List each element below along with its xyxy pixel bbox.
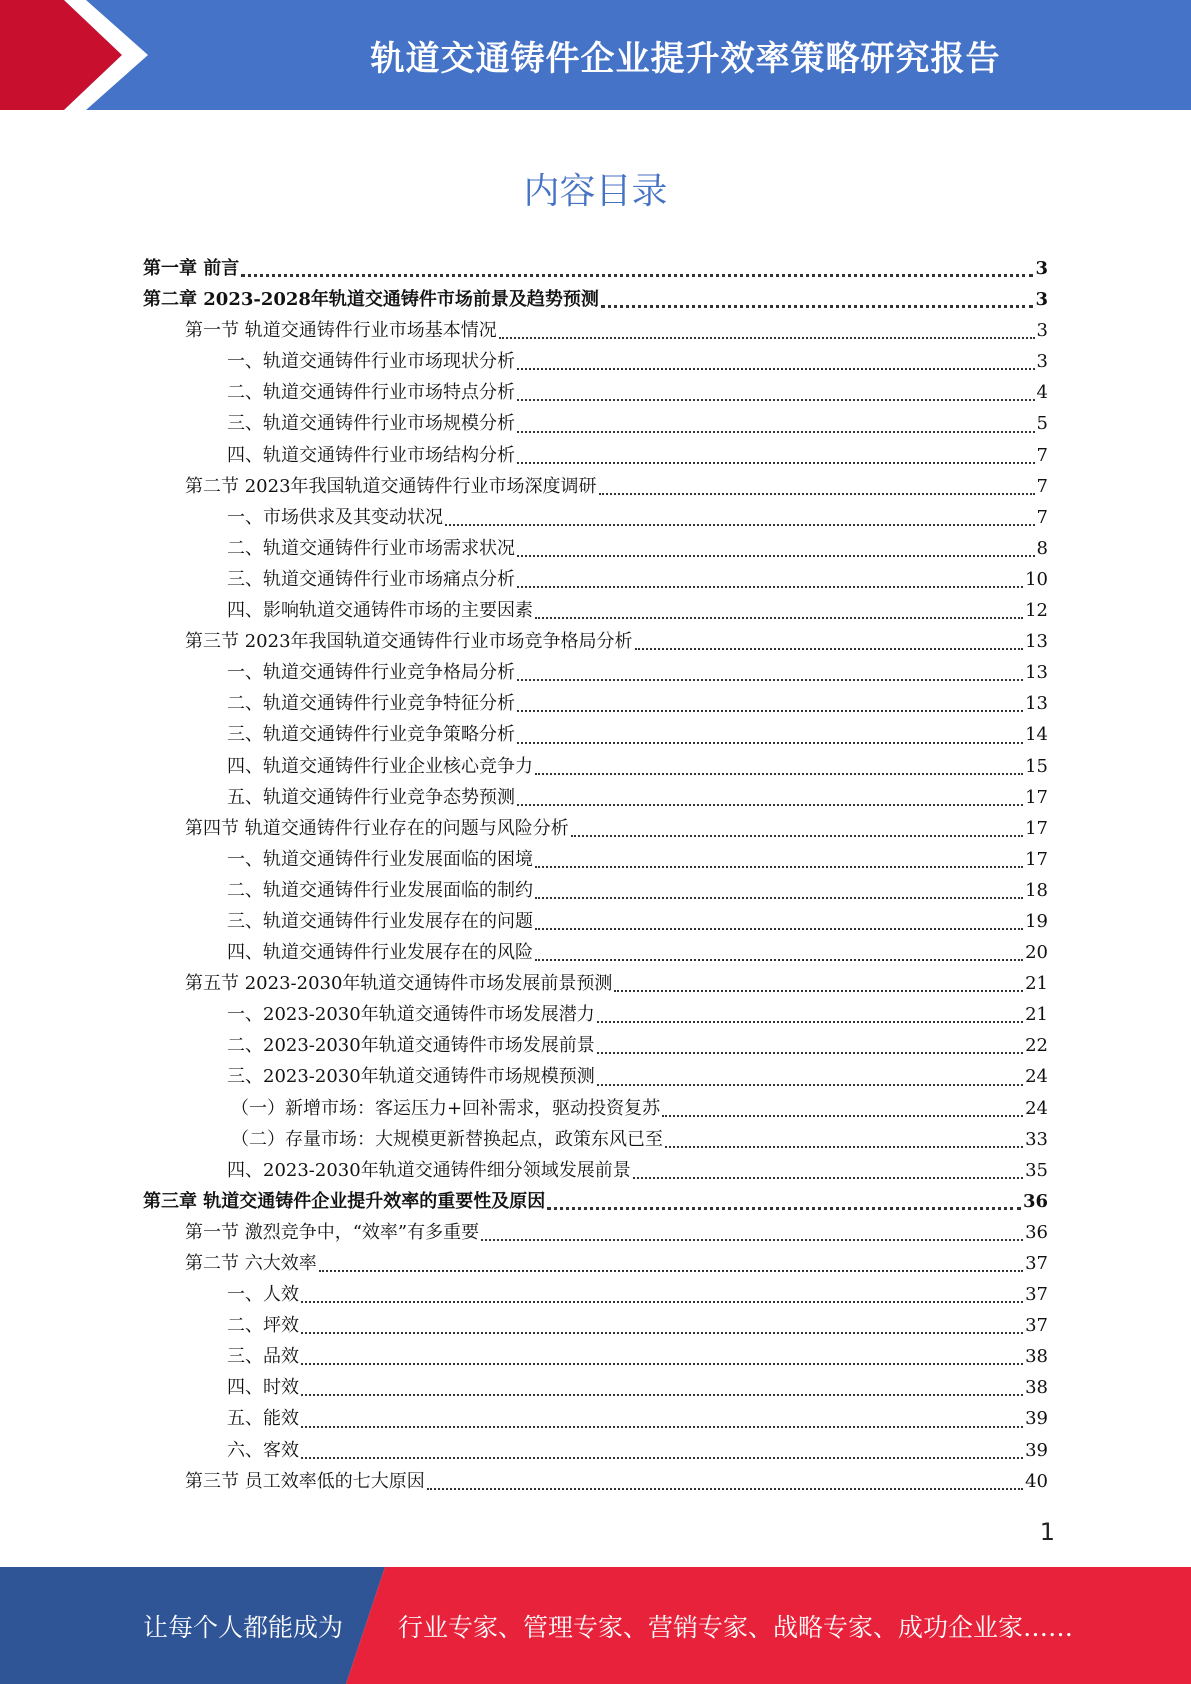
toc-leader-dots — [517, 586, 1023, 588]
chevron-arrow-icon — [0, 0, 160, 110]
toc-entry[interactable] — [143, 720, 1048, 751]
toc-entry-text: 一、2023-2030年轨道交通铸件市场发展潜力 — [227, 1004, 595, 1026]
toc-leader-dots — [662, 1115, 1023, 1117]
toc-entry[interactable] — [143, 316, 1048, 347]
toc-leader-dots — [597, 1021, 1023, 1023]
toc-entry-page: 17 — [1025, 848, 1048, 870]
toc-entry[interactable] — [143, 378, 1048, 409]
toc-entry-page: 24 — [1025, 1097, 1048, 1119]
toc-entry[interactable] — [143, 1000, 1048, 1031]
toc-entry-page: 8 — [1036, 537, 1048, 559]
toc-entry-page: 17 — [1025, 817, 1048, 839]
toc-entry-text: 第五节 2023-2030年轨道交通铸件市场发展前景预测 — [185, 973, 613, 995]
toc-entry-text: 四、时效 — [227, 1377, 299, 1399]
toc-entry[interactable] — [143, 472, 1048, 503]
footer-band — [0, 1567, 1191, 1684]
toc-entry-page: 18 — [1025, 879, 1048, 901]
toc-entry-page: 7 — [1036, 475, 1048, 497]
toc-entry-page: 13 — [1025, 631, 1048, 653]
toc-entry-page: 37 — [1025, 1284, 1048, 1306]
toc-entry-page: 3 — [1035, 289, 1048, 311]
toc-entry[interactable] — [143, 689, 1048, 720]
toc-leader-dots — [535, 959, 1023, 961]
toc-leader-dots — [571, 835, 1023, 837]
toc-entry-text: 三、2023-2030年轨道交通铸件市场规模预测 — [227, 1066, 595, 1088]
toc-entry-text: 三、轨道交通铸件行业市场痛点分析 — [227, 568, 515, 590]
toc-entry-text: 二、2023-2030年轨道交通铸件市场发展前景 — [227, 1035, 595, 1057]
toc-entry-text: 二、轨道交通铸件行业市场特点分析 — [227, 382, 515, 404]
toc-entry-page: 21 — [1025, 1004, 1048, 1026]
toc-entry[interactable] — [143, 254, 1048, 285]
toc-entry[interactable] — [143, 1404, 1048, 1435]
toc-entry-page: 24 — [1025, 1066, 1048, 1088]
toc-leader-dots — [517, 368, 1035, 370]
toc-entry-text: 五、能效 — [227, 1408, 299, 1430]
toc-leader-dots — [547, 1207, 1021, 1210]
toc-leader-dots — [599, 493, 1035, 495]
toc-entry[interactable] — [143, 814, 1048, 845]
toc-leader-dots — [301, 1363, 1023, 1365]
toc-entry[interactable] — [143, 1125, 1048, 1156]
toc-entry-text: 二、轨道交通铸件行业竞争特征分析 — [227, 693, 515, 715]
toc-leader-dots — [535, 928, 1023, 930]
toc-leader-dots — [597, 1052, 1023, 1054]
toc-entry-text: 第二节 六大效率 — [185, 1253, 317, 1274]
toc-entry-page: 10 — [1025, 568, 1048, 590]
toc-entry-page: 13 — [1025, 693, 1048, 715]
toc-leader-dots — [517, 555, 1035, 557]
toc-leader-dots — [535, 617, 1023, 619]
toc-entry[interactable] — [143, 1280, 1048, 1311]
toc-leader-dots — [517, 462, 1035, 464]
toc-entry-text: 四、轨道交通铸件行业发展存在的风险 — [227, 942, 533, 964]
toc-entry-text: 第三节 员工效率低的七大原因 — [185, 1470, 425, 1492]
toc-entry-text: 第一节 激烈竞争中，“效率”有多重要 — [185, 1221, 480, 1243]
toc-entry[interactable] — [143, 1249, 1048, 1280]
toc-entry[interactable] — [143, 1342, 1048, 1373]
toc-leader-dots — [517, 399, 1035, 401]
toc-leader-dots — [517, 804, 1023, 806]
toc-entry[interactable] — [143, 627, 1048, 658]
toc-entry-page: 3 — [1036, 351, 1048, 373]
toc-entry-page: 39 — [1025, 1408, 1048, 1430]
toc-entry-text: 第三节 2023年我国轨道交通铸件行业市场竞争格局分析 — [185, 631, 633, 653]
toc-entry-text: 四、2023-2030年轨道交通铸件细分领域发展前景 — [227, 1159, 631, 1181]
toc-entry-text: 第二章 2023-2028年轨道交通铸件市场前景及趋势预测 — [143, 289, 599, 311]
toc-entry[interactable] — [143, 534, 1048, 565]
toc-entry-text: 一、人效 — [227, 1284, 299, 1306]
toc-entry-text: 三、轨道交通铸件行业竞争策略分析 — [227, 724, 515, 746]
toc-entry-page: 39 — [1025, 1439, 1048, 1461]
toc-entry[interactable] — [143, 1062, 1048, 1093]
toc-entry-page: 38 — [1025, 1377, 1048, 1399]
toc-entry[interactable] — [143, 969, 1048, 1000]
toc-entry-text: 一、市场供求及其变动状况 — [227, 506, 443, 528]
toc-entry-page: 21 — [1025, 973, 1048, 995]
toc-leader-dots — [633, 1177, 1023, 1179]
toc-leader-dots — [535, 866, 1023, 868]
toc-leader-dots — [241, 274, 1033, 277]
toc-entry-text: 一、轨道交通铸件行业竞争格局分析 — [227, 662, 515, 684]
toc-leader-dots — [597, 1084, 1023, 1086]
toc-entry[interactable] — [143, 658, 1048, 689]
toc-entry[interactable] — [143, 285, 1048, 316]
toc-leader-dots — [301, 1426, 1023, 1428]
toc-entry-text: 第三章 轨道交通铸件企业提升效率的重要性及原因 — [143, 1190, 546, 1212]
toc-entry[interactable] — [143, 783, 1048, 814]
toc-entry-text: 六、客效 — [227, 1439, 299, 1461]
toc-leader-dots — [319, 1270, 1023, 1272]
toc-leader-dots — [635, 648, 1024, 650]
report-title: 轨道交通铸件企业提升效率策略研究报告 — [370, 38, 1001, 79]
toc-entry-page: 36 — [1025, 1221, 1048, 1243]
toc-entry-page: 7 — [1036, 506, 1048, 528]
toc-entry-page: 40 — [1025, 1470, 1048, 1492]
toc-entry-text: 四、轨道交通铸件行业市场结构分析 — [227, 444, 515, 466]
toc-entry-text: 四、影响轨道交通铸件市场的主要因素 — [227, 600, 533, 622]
toc-leader-dots — [301, 1332, 1023, 1334]
toc-entry-page: 5 — [1036, 413, 1048, 435]
toc-entry[interactable] — [143, 347, 1048, 378]
toc-leader-dots — [517, 679, 1023, 681]
toc-entry-page: 19 — [1025, 910, 1048, 932]
toc-entry[interactable] — [143, 1218, 1048, 1249]
toc-entry[interactable] — [143, 1187, 1048, 1218]
toc-leader-dots — [301, 1457, 1023, 1459]
toc-entry-text: 三、轨道交通铸件行业发展存在的问题 — [227, 910, 533, 932]
toc-leader-dots — [481, 1239, 1023, 1241]
page-number: 1 — [1039, 1518, 1055, 1546]
toc-entry[interactable] — [143, 503, 1048, 534]
toc-leader-dots — [614, 990, 1023, 992]
footer-slogan-right: 行业专家、管理专家、营销专家、战略专家、成功企业家…… — [398, 1612, 1074, 1642]
toc-entry-page: 3 — [1036, 320, 1048, 342]
toc-entry[interactable] — [143, 907, 1048, 938]
toc-entry[interactable] — [143, 1436, 1048, 1467]
toc-entry-text: 二、轨道交通铸件行业市场需求状况 — [227, 537, 515, 559]
toc-leader-dots — [665, 1146, 1023, 1148]
footer-slogan-left: 让每个人都能成为 — [143, 1612, 344, 1642]
toc-entry-text: 第二节 2023年我国轨道交通铸件行业市场深度调研 — [185, 475, 597, 497]
toc-entry-page: 17 — [1025, 786, 1048, 808]
toc-entry-text: 第四节 轨道交通铸件行业存在的问题与风险分析 — [185, 817, 569, 839]
toc-entry-page: 37 — [1025, 1315, 1048, 1337]
toc-entry[interactable] — [143, 876, 1048, 907]
toc-entry-text: 第一节 轨道交通铸件行业市场基本情况 — [185, 320, 497, 342]
toc-entry[interactable] — [143, 938, 1048, 969]
toc-entry-text: （一）新增市场：客运压力+回补需求，驱动投资复苏 — [231, 1097, 661, 1119]
toc-leader-dots — [601, 305, 1034, 308]
toc-entry-page: 20 — [1025, 942, 1048, 964]
toc-entry[interactable] — [143, 1467, 1048, 1498]
toc-entry-text: 二、坪效 — [227, 1315, 299, 1337]
toc-entry[interactable] — [143, 1094, 1048, 1125]
toc-entry[interactable] — [143, 1156, 1048, 1187]
toc-entry[interactable] — [143, 752, 1048, 783]
toc-leader-dots — [301, 1301, 1023, 1303]
toc-entry-page: 36 — [1022, 1190, 1048, 1212]
toc-leader-dots — [427, 1488, 1023, 1490]
toc-entry[interactable] — [143, 845, 1048, 876]
toc-entry-page: 7 — [1036, 444, 1048, 466]
table-of-contents — [143, 254, 1048, 1498]
toc-entry-text: （二）存量市场：大规模更新替换起点，政策东风已至 — [231, 1128, 663, 1150]
toc-entry-page: 35 — [1025, 1159, 1048, 1181]
toc-leader-dots — [535, 897, 1023, 899]
toc-entry-text: 四、轨道交通铸件行业企业核心竞争力 — [227, 755, 533, 777]
toc-entry-text: 三、品效 — [227, 1346, 299, 1368]
toc-entry-text: 一、轨道交通铸件行业市场现状分析 — [227, 351, 515, 373]
toc-entry-text: 二、轨道交通铸件行业发展面临的制约 — [227, 879, 533, 901]
toc-entry-page: 4 — [1036, 382, 1048, 404]
toc-entry[interactable] — [143, 441, 1048, 472]
toc-leader-dots — [499, 337, 1035, 339]
toc-entry-page: 37 — [1025, 1253, 1048, 1274]
toc-entry[interactable] — [143, 1373, 1048, 1404]
toc-entry-page: 14 — [1025, 724, 1048, 746]
toc-leader-dots — [445, 524, 1035, 526]
toc-entry-page: 12 — [1025, 600, 1048, 622]
toc-entry-page: 33 — [1025, 1128, 1048, 1150]
toc-entry-page: 13 — [1025, 662, 1048, 684]
toc-entry-page: 38 — [1025, 1346, 1048, 1368]
toc-entry-text: 五、轨道交通铸件行业竞争态势预测 — [227, 786, 515, 808]
toc-entry-page: 3 — [1035, 258, 1048, 279]
toc-entry[interactable] — [143, 596, 1048, 627]
toc-leader-dots — [517, 742, 1023, 744]
toc-entry-text: 三、轨道交通铸件行业市场规模分析 — [227, 413, 515, 435]
toc-entry[interactable] — [143, 565, 1048, 596]
toc-entry-text: 第一章 前言 — [143, 258, 240, 279]
toc-entry-text: 一、轨道交通铸件行业发展面临的困境 — [227, 848, 533, 870]
toc-entry[interactable] — [143, 409, 1048, 440]
toc-title: 内容目录 — [523, 171, 668, 212]
toc-entry-page: 22 — [1025, 1035, 1048, 1057]
toc-entry[interactable] — [143, 1031, 1048, 1062]
toc-leader-dots — [517, 710, 1023, 712]
toc-leader-dots — [535, 773, 1023, 775]
toc-entry[interactable] — [143, 1311, 1048, 1342]
toc-leader-dots — [301, 1394, 1023, 1396]
toc-leader-dots — [517, 431, 1035, 433]
header-band — [0, 0, 1191, 110]
toc-entry-page: 15 — [1025, 755, 1048, 777]
